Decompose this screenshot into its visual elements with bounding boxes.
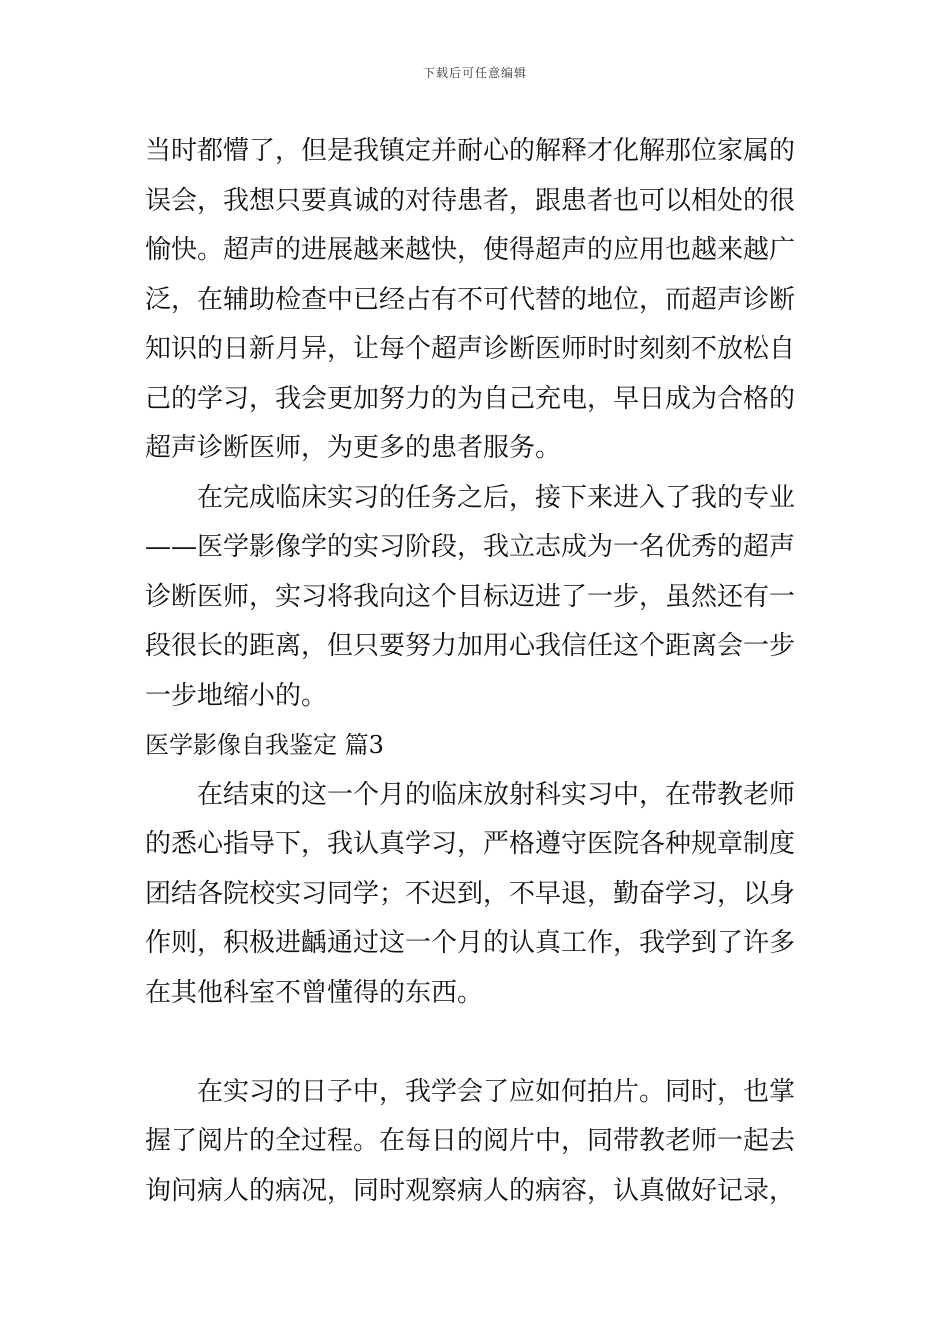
paragraph-line: 在实习的日子中，我学会了应如何拍片。同时，也掌 — [197, 1076, 796, 1107]
paragraph-line: 一步地缩小的。 — [145, 680, 328, 711]
document-body — [145, 127, 807, 1216]
paragraph-4 — [145, 1068, 807, 1217]
paragraph-line: 愉快。超声的进展越来越快，使得超声的应用也越来越广 — [145, 235, 796, 265]
paragraph-line: 在其他科室不曾懂得的东西。 — [145, 977, 484, 1008]
paragraph-line: 知识的日新月异，让每个超声诊断医师时时刻刻不放松自 — [145, 334, 796, 364]
paragraph-line: 询问病人的病况，同时观察病人的病容，认真做好记录， — [145, 1175, 796, 1206]
paragraph-line: 误会，我想只要真诚的对待患者，跟患者也可以相处的很 — [145, 185, 796, 216]
paragraph-line: 作则，积极进齲通过这一个月的认真工作，我学到了许多 — [145, 928, 796, 958]
paragraph-line: 在完成临床实习的任务之后，接下来进入了我的专业 — [197, 482, 796, 513]
paragraph-line: 己的学习，我会更加努力的为自己充电，早日成为合格的 — [145, 383, 796, 414]
paragraph-line: 当时都懵了，但是我镇定并耐心的解释才化解那位家属的 — [145, 136, 796, 166]
paragraph-line: 在结束的这一个月的临床放射科实习中，在带教老师 — [197, 779, 796, 810]
paragraph-line: 超声诊断医师，为更多的患者服务。 — [145, 433, 562, 463]
paragraph-line: 诊断医师，实习将我向这个目标迈进了一步，虽然还有一 — [145, 581, 796, 612]
paragraph-3 — [145, 771, 807, 1019]
paragraph-1 — [145, 127, 807, 474]
paragraph-line: 握了阅片的全过程。在每日的阅片中，同带教老师一起去 — [145, 1126, 796, 1156]
paragraph-line: 泛，在辅助检查中已经占有不可代替的地位，而超声诊断 — [145, 284, 796, 315]
page-header: 下载后可任意编辑 — [422, 66, 527, 80]
blank-line — [145, 1018, 807, 1068]
section-heading: 医学影像自我鉴定 篇3 — [145, 731, 384, 759]
paragraph-2 — [145, 474, 807, 722]
paragraph-line: 的悉心指导下，我认真学习，严格遵守医院各种规章制度 — [145, 829, 796, 859]
paragraph-line: 段很长的距离，但只要努力加用心我信任这个距离会一步 — [145, 631, 796, 661]
paragraph-line: 团结各院校实习同学；不迟到，不早退，勤奋学习，以身 — [145, 878, 796, 909]
paragraph-line: ——医学影像学的实习阶段，我立志成为一名优秀的超声 — [145, 532, 796, 562]
